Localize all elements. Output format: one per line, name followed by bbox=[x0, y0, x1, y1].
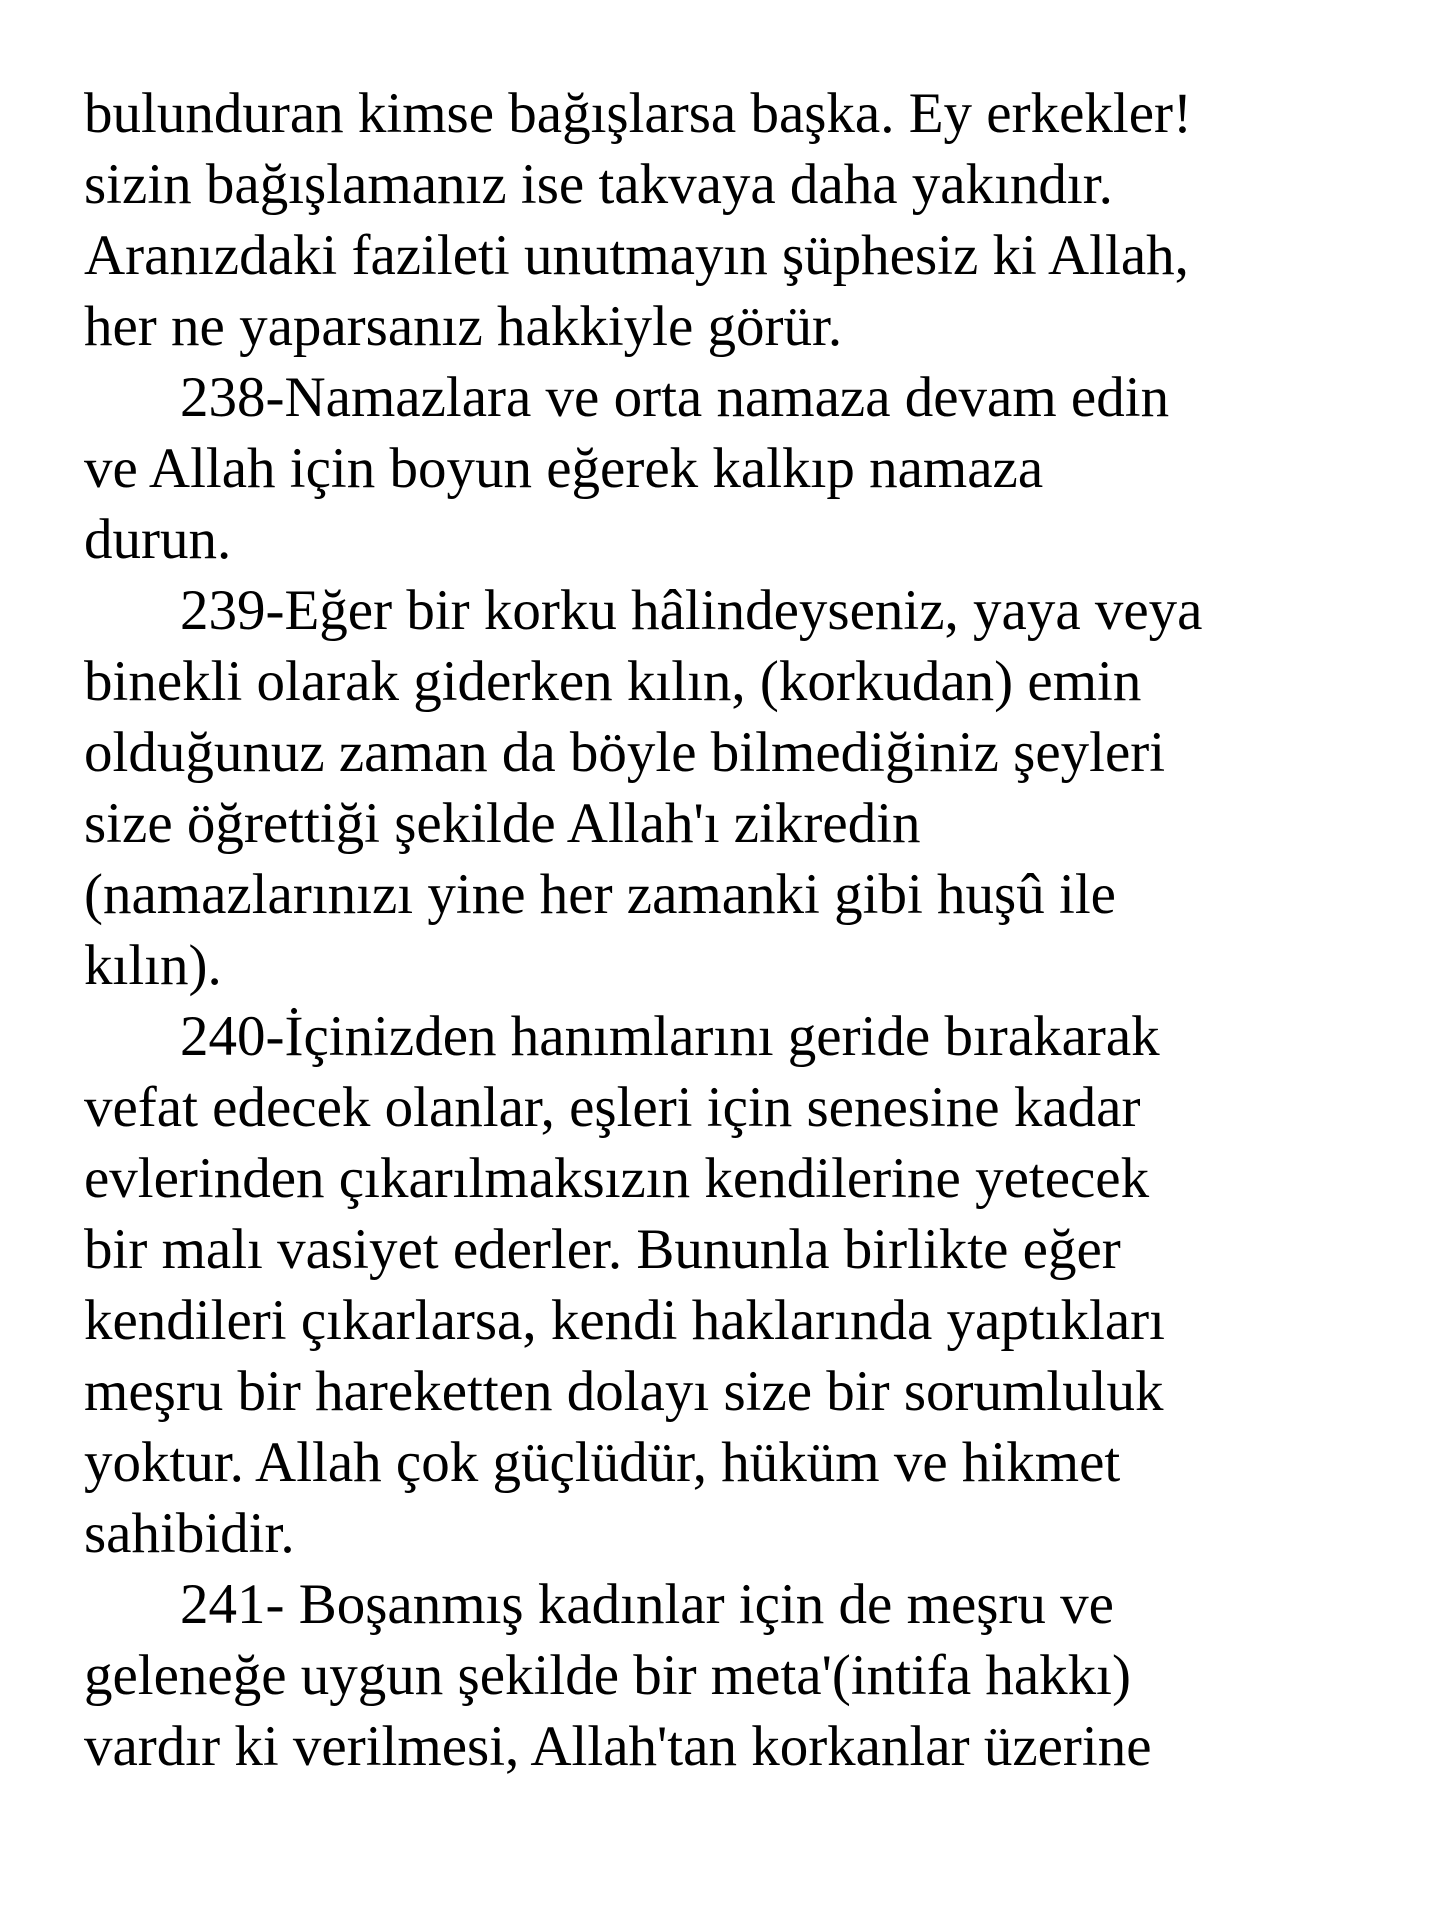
document-body bbox=[84, 78, 1414, 1782]
text-line: evlerinden çıkarılmaksızın kendilerine yetecek bbox=[84, 1147, 1150, 1210]
text-line: kendileri çıkarlarsa, kendi haklarında yaptıkları bbox=[84, 1289, 1165, 1352]
text-line: yoktur. Allah çok güçlüdür, hüküm ve hikmet bbox=[84, 1431, 1121, 1494]
text-line: bulunduran kimse bağışlarsa başka. Ey erkekler! bbox=[84, 82, 1192, 145]
text-line: (namazlarınızı yine her zamanki gibi huşû ile bbox=[84, 863, 1116, 926]
text-line: vefat edecek olanlar, eşleri için senesine kadar bbox=[84, 1076, 1141, 1139]
verse-240-start: 240-İçinizden hanımlarını geride bırakarak bbox=[180, 1005, 1160, 1068]
text-line: ve Allah için boyun eğerek kalkıp namaza bbox=[84, 437, 1044, 500]
text-line: vardır ki verilmesi, Allah'tan korkanlar üzerine bbox=[84, 1715, 1152, 1778]
text-line: binekli olarak giderken kılın, (korkudan) emin bbox=[84, 650, 1142, 713]
text-line: sahibidir. bbox=[84, 1502, 295, 1565]
text-line: her ne yaparsanız hakkiyle görür. bbox=[84, 295, 843, 358]
text-line: geleneğe uygun şekilde bir meta'(intifa hakkı) bbox=[84, 1644, 1131, 1707]
verse-239-start: 239-Eğer bir korku hâlindeyseniz, yaya veya bbox=[180, 579, 1203, 642]
text-line: sizin bağışlamanız ise takvaya daha yakındır. bbox=[84, 153, 1113, 216]
text-line: size öğrettiği şekilde Allah'ı zikredin bbox=[84, 792, 921, 855]
verse-238-start: 238-Namazlara ve orta namaza devam edin bbox=[180, 366, 1170, 429]
text-line: kılın). bbox=[84, 934, 222, 997]
text-line: Aranızdaki fazileti unutmayın şüphesiz ki Allah, bbox=[84, 224, 1189, 287]
text-line: olduğunuz zaman da böyle bilmediğiniz şeyleri bbox=[84, 721, 1166, 784]
verse-241-start: 241- Boşanmış kadınlar için de meşru ve bbox=[180, 1573, 1114, 1636]
text-line: durun. bbox=[84, 508, 232, 571]
text-line: meşru bir hareketten dolayı size bir sorumluluk bbox=[84, 1360, 1164, 1423]
text-line: bir malı vasiyet ederler. Bununla birlikte eğer bbox=[84, 1218, 1121, 1281]
